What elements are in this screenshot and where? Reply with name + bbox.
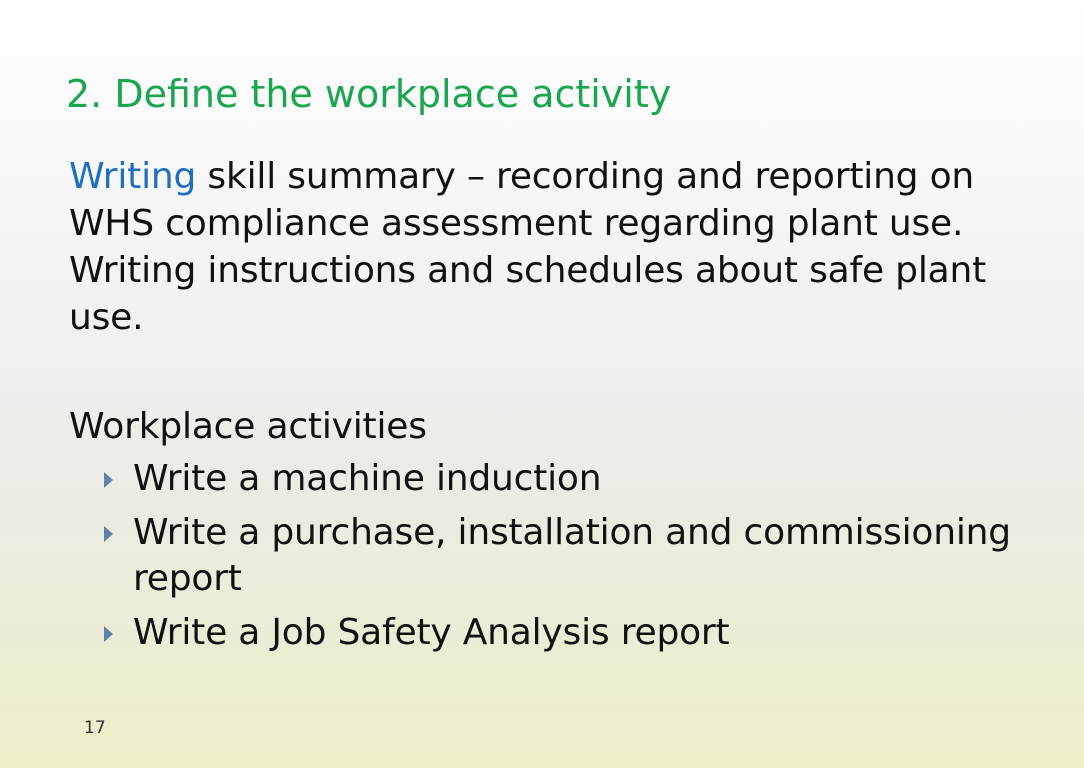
- summary-text: skill summary – recording and reporting on WHS compliance assessment regarding plant use. Writing instructions and schedules about safe plant use.: [69, 156, 987, 338]
- activity-text: Write a machine induction: [133, 458, 602, 499]
- summary-highlight-word: Writing: [69, 156, 197, 197]
- slide-title: 2. Define the workplace activity: [66, 72, 672, 116]
- list-item: [69, 456, 1059, 502]
- slide-number: 17: [84, 718, 106, 738]
- triangle-right-bullet-icon: [104, 472, 113, 488]
- list-item: [69, 610, 1059, 656]
- triangle-right-bullet-icon: [104, 526, 113, 542]
- activity-text: Write a purchase, installation and commissioning report: [133, 512, 1011, 599]
- activities-list: [69, 456, 1059, 664]
- triangle-right-bullet-icon: [104, 626, 113, 642]
- list-item: [69, 510, 1059, 602]
- skill-summary: [69, 153, 1029, 341]
- activities-heading: Workplace activities: [69, 406, 427, 447]
- activity-text: Write a Job Safety Analysis report: [133, 612, 730, 653]
